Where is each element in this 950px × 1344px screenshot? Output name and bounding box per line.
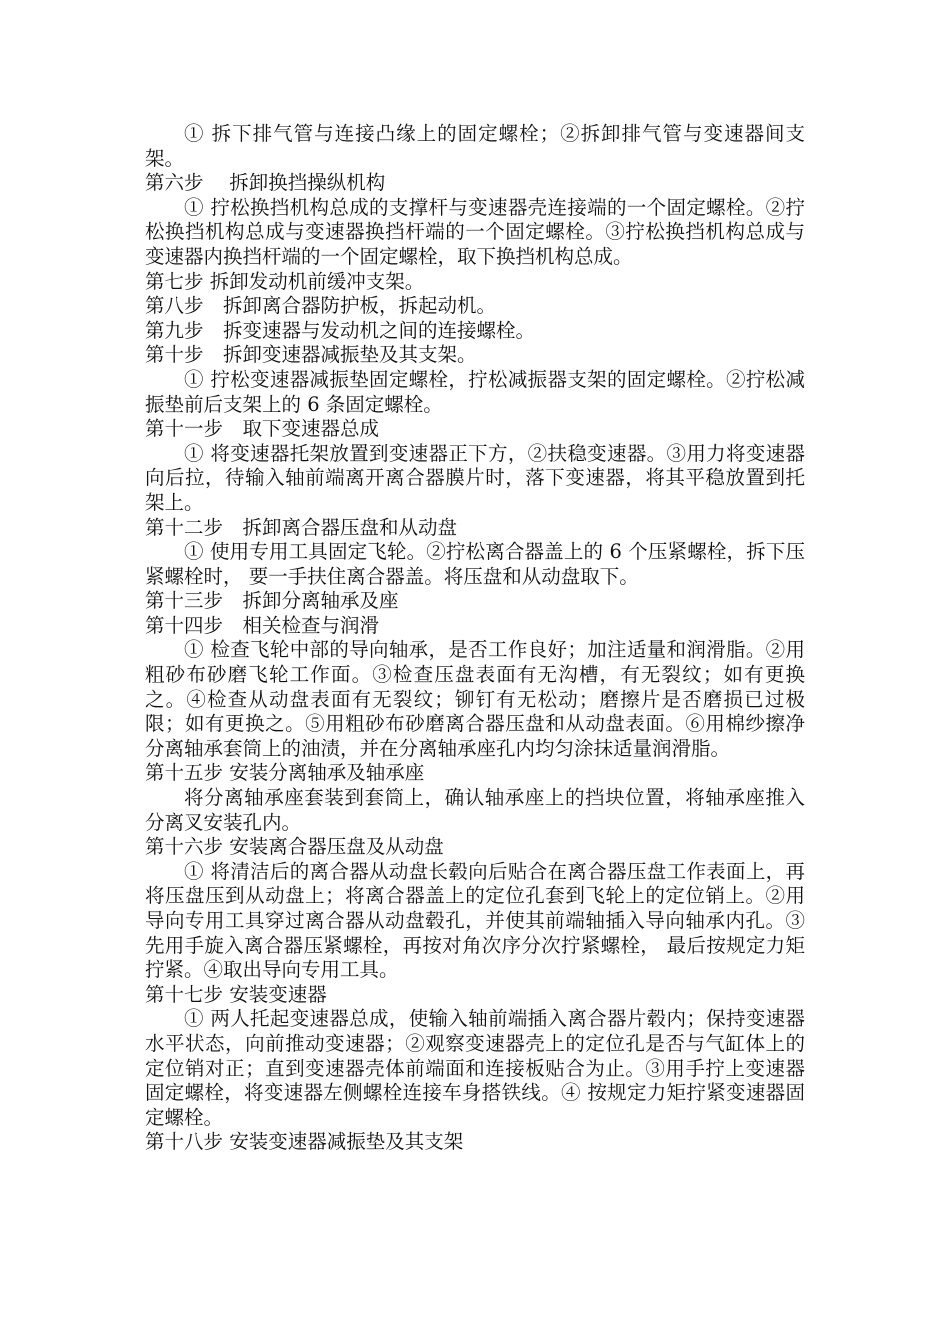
step-7-heading: 第七步 拆卸发动机前缓冲支架。 bbox=[145, 269, 425, 293]
paragraph-step-16: ① 将清洁后的离合器从动盘长毂向后贴合在离合器压盘工作表面上，再将压盘压到从动盘上；将离合器盖上的定位孔套到飞轮上的定位销上。②用导向专用工具穿过离合器从动盘毂孔，并使其前端轴插入导向轴承内孔。③先用手旋入离合器压紧螺栓，再按对角次序分次拧紧螺栓， 最后按规定力矩拧紧。④取出导向专用工具。 bbox=[145, 859, 805, 982]
step-14-heading: 第十四步 相关检查与润滑 bbox=[145, 613, 380, 637]
step-17-heading: 第十七步 安装变速器 bbox=[145, 982, 327, 1006]
paragraph-step-12: ① 使用专用工具固定飞轮。②拧松离合器盖上的 6 个压紧螺栓，拆下压紧螺栓时， 要一手扶住离合器盖。将压盘和从动盘取下。 bbox=[145, 540, 805, 588]
step-6-heading: 第六步 拆卸换挡操纵机构 bbox=[145, 171, 386, 195]
step-11-heading: 第十一步 取下变速器总成 bbox=[145, 417, 380, 441]
step-18-heading: 第十八步 安装变速器减振垫及其支架 bbox=[145, 1130, 464, 1154]
step-12-heading: 第十二步 拆卸离合器压盘和从动盘 bbox=[145, 515, 458, 539]
paragraph-step-11: ① 将变速器托架放置到变速器正下方，②扶稳变速器。③用力将变速器向后拉，待输入轴前端离开离合器膜片时，落下变速器，将其平稳放置到托架上。 bbox=[145, 441, 805, 514]
paragraph-step-17: ① 两人托起变速器总成，使输入轴前端插入离合器片毂内；保持变速器水平状态，向前推动变速器；②观察变速器壳上的定位孔是否与气缸体上的定位销对正；直到变速器壳体前端面和连接板贴合为止。③用手拧上变速器固定螺栓，将变速器左侧螺栓连接车身搭铁线。④ 按规定力矩拧紧变速器固定螺栓。 bbox=[145, 1007, 805, 1129]
step-13-heading: 第十三步 拆卸分离轴承及座 bbox=[145, 589, 399, 613]
step-10-heading: 第十步 拆卸变速器减振垫及其支架。 bbox=[145, 343, 477, 367]
step-16-heading: 第十六步 安装离合器压盘及从动盘 bbox=[145, 835, 444, 859]
paragraph-step-10: ① 拧松变速器减振垫固定螺栓，拧松减振器支架的固定螺栓。②拧松减振垫前后支架上的 6 条固定螺栓。 bbox=[145, 367, 805, 416]
step-9-heading: 第九步 拆变速器与发动机之间的连接螺栓。 bbox=[145, 318, 536, 342]
paragraph-step-15: 将分离轴承座套装到套筒上，确认轴承座上的挡块位置，将轴承座推入分离叉安装孔内。 bbox=[145, 786, 805, 834]
paragraph-step-6: ① 拧松换挡机构总成的支撑杆与变速器壳连接端的一个固定螺栓。②拧松换挡机构总成与变速器换挡杆端的一个固定螺栓。③拧松换挡机构总成与变速器内换挡杆端的一个固定螺栓，取下换挡机构总成。 bbox=[145, 195, 805, 268]
step-15-heading: 第十五步 安装分离轴承及轴承座 bbox=[145, 761, 425, 785]
paragraph-step-14: ① 检查飞轮中部的导向轴承，是否工作良好；加注适量和润滑脂。②用粗砂布砂磨飞轮工作面。③检查压盘表面有无沟槽，有无裂纹；如有更换之。④检查从动盘表面有无裂纹；铆钉有无松动；磨擦片是否磨损已过极限；如有更换之。⑤用粗砂布砂磨离合器压盘和从动盘表面。⑥用棉纱擦净分离轴承套筒上的油渍，并在分离轴承座孔内均匀涂抹适量润滑脂。 bbox=[145, 638, 805, 760]
paragraph-remove-exhaust: ① 拆下排气管与连接凸缘上的固定螺栓；②拆卸排气管与变速器间支架。 bbox=[145, 122, 805, 170]
step-8-heading: 第八步 拆卸离合器防护板，拆起动机。 bbox=[145, 294, 497, 318]
document-page bbox=[145, 122, 805, 1155]
